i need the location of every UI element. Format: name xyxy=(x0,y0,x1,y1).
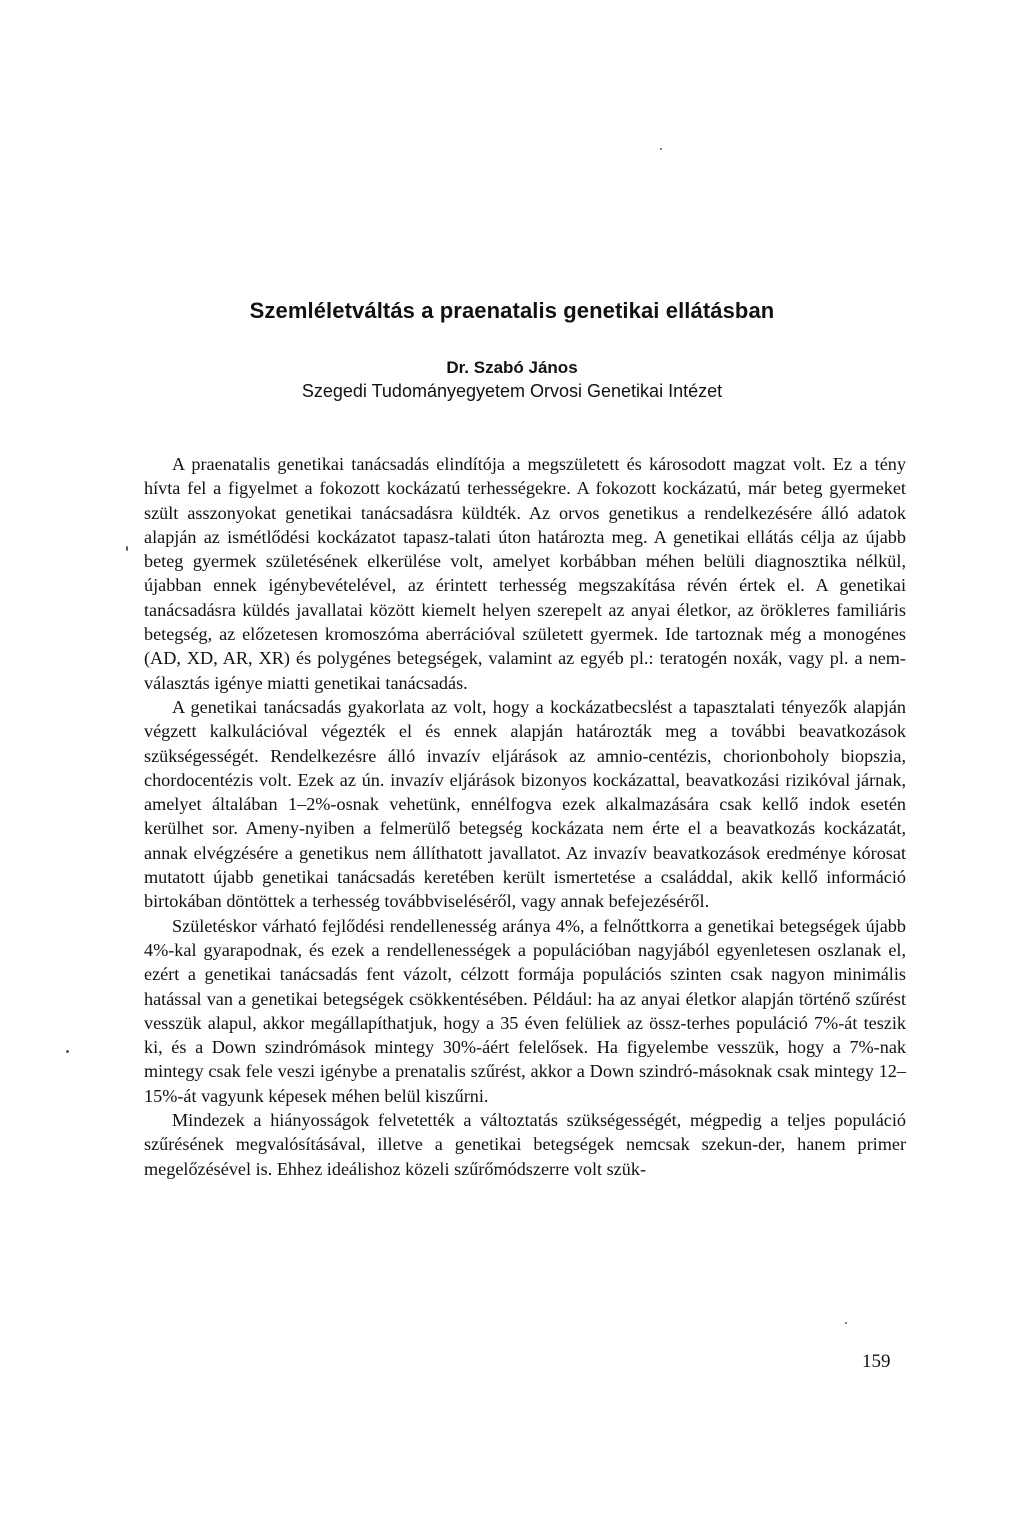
article-title: Szemléletváltás a praenatalis genetikai ellátásban xyxy=(249,298,775,323)
paragraph: Születéskor várható fejlődési rendellenesség aránya 4%, a felnőttkorra a genetikai betegségek újabb 4%-kal gyarapodnak, és ezek a rendellenességek a populációban nagyjából egyenletesen oszlanak el, ezért a genetikai tanácsadás fent vázolt, célzott formája populációs szinten csak nagyon minimális hatással van a genetikai betegségek csökkentésében. Például: ha az anyai életkor alapján történő szűrést vesszük alapul, akkor megállapíthatjuk, hogy a 35 éven felüliek az össz-terhes populáció 7%-át teszik ki, és a Down szindrómások mintegy 30%-áért felelősek. Ha figyelembe vesszük, hogy a 7%-nak mintegy csak fele veszi igénybe a prenatalis szűrést, akkor a Down szindró-másoknak csak mintegy 12–15%-át vagyunk képesek méhen belül kiszűrni. xyxy=(144,915,906,1106)
article-body xyxy=(144,452,906,1181)
scan-speck xyxy=(660,148,662,150)
scan-speck xyxy=(66,1050,69,1053)
paragraph: A praenatalis genetikai tanácsadás elindítója a megszületett és károsodott magzat volt. Ez a tény hívta fel a figyelmet a fokozott kockázatú terhességekre. A fokozott kockázatú, már beteg gyermeket szült asszonyokat genetikai tanácsadásra küldték. Az orvos genetikus a rendelkezésére álló adatok alapján az ismétlődési kockázatot tapasz-talati úton határozta meg. A genetikai ellátás célja az újabb beteg gyermek születésének elkerülése volt, amelyet korbábban méhen belüli diagnosztika nélkül, újabban ennek igénybevételével, az érintett terhesség megszakítása révén értek el. A genetikai tanácsadásra küldés javallatai között kiemelt helyen szerepelt az anyai életkor, az öröklетes familiáris betegség, az előzetesen kromoszóma aberrációval született gyermek. Ide tartoznak még a monogénes (AD, XD, AR, XR) és polygénes betegségek, valamint az egyéb pl.: teratogén noxák, vagy pl. a nem-választás igénye miatti genetikai tanácsadás. xyxy=(144,454,906,693)
paragraph: Mindezek a hiányosságok felvetették a változtatás szükségességét, mégpedig a teljes populáció szűrésének megvalósításával, illetve a genetikai betegségek nemcsak szekun-der, hanem primer megelőzésével is. Ehhez ideálishoz közeli szűrőmódszerre volt szük- xyxy=(144,1110,906,1179)
page-number: 159 xyxy=(862,1351,891,1372)
scan-speck xyxy=(126,546,128,551)
author-affiliation: Szegedi Tudományegyetem Orvosi Genetikai Intézet xyxy=(301,381,723,401)
scan-speck xyxy=(845,1322,847,1324)
paragraph: A genetikai tanácsadás gyakorlata az volt, hogy a kockázatbecslést a tapasztalati tényezők alapján végzett kalkulációval végezték el és ennek alapján határozták meg a további beavatkozások szükségességét. Rendelkezésre álló invazív eljárások az amnio-centézis, chorionboholy biopszia, chordocentézis volt. Ezek az ún. invazív eljárások bizonyos kockázattal, beavatkozási rizikóval járnak, amelyet általában 1–2%-osnak vehetünk, ennélfogva ezek alkalmazására csak kellő indok esetén kerülhet sor. Ameny-nyiben a felmerülő betegség kockázata nem érte el a beavatkozás kockázatát, annak elvégzésére a genetikus nem állíthatott javallatot. Az invazív beavatkozások eredménye kórosat mutatott újabb genetikai tanácsadás keretében került ismertetése a családdal, akik kellő információ birtokában döntöttek a terhesség továbbviseléséről, vagy annak befejezéséről. xyxy=(144,696,906,912)
author-name: Dr. Szabó János xyxy=(446,358,578,377)
